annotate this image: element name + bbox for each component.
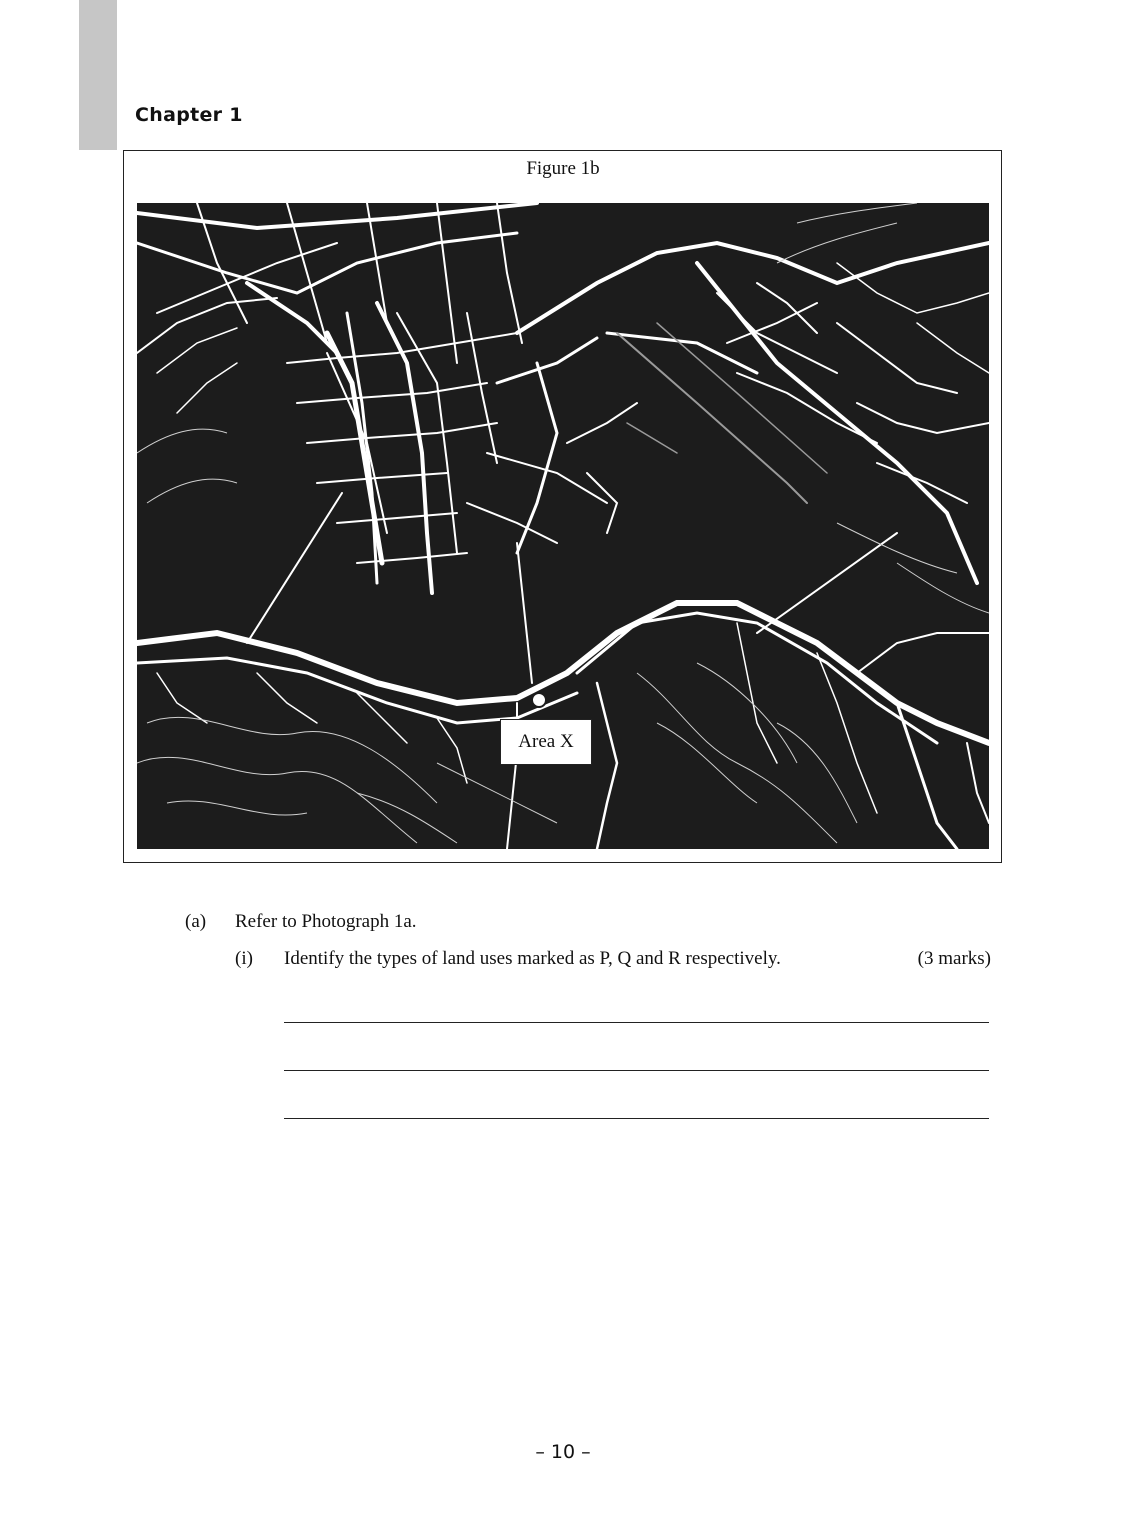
figure-title: Figure 1b [526,158,600,179]
page-number: – 10 – [535,1441,591,1463]
part-i-text: Identify the types of land uses marked as P, Q and R respectively. [284,948,781,969]
chapter-heading: Chapter 1 [135,104,243,126]
chapter-tab-marker [79,0,117,150]
answer-line[interactable] [284,1118,989,1119]
answer-line[interactable] [284,1070,989,1071]
part-a-label: (a) [185,911,207,932]
area-x-label: Area X [500,719,592,765]
area-x-marker-dot [532,693,546,707]
part-i-marks: (3 marks) [917,948,991,969]
part-a-text: Refer to Photograph 1a. [235,911,417,932]
part-i-label: (i) [235,948,253,969]
answer-line[interactable] [284,1022,989,1023]
